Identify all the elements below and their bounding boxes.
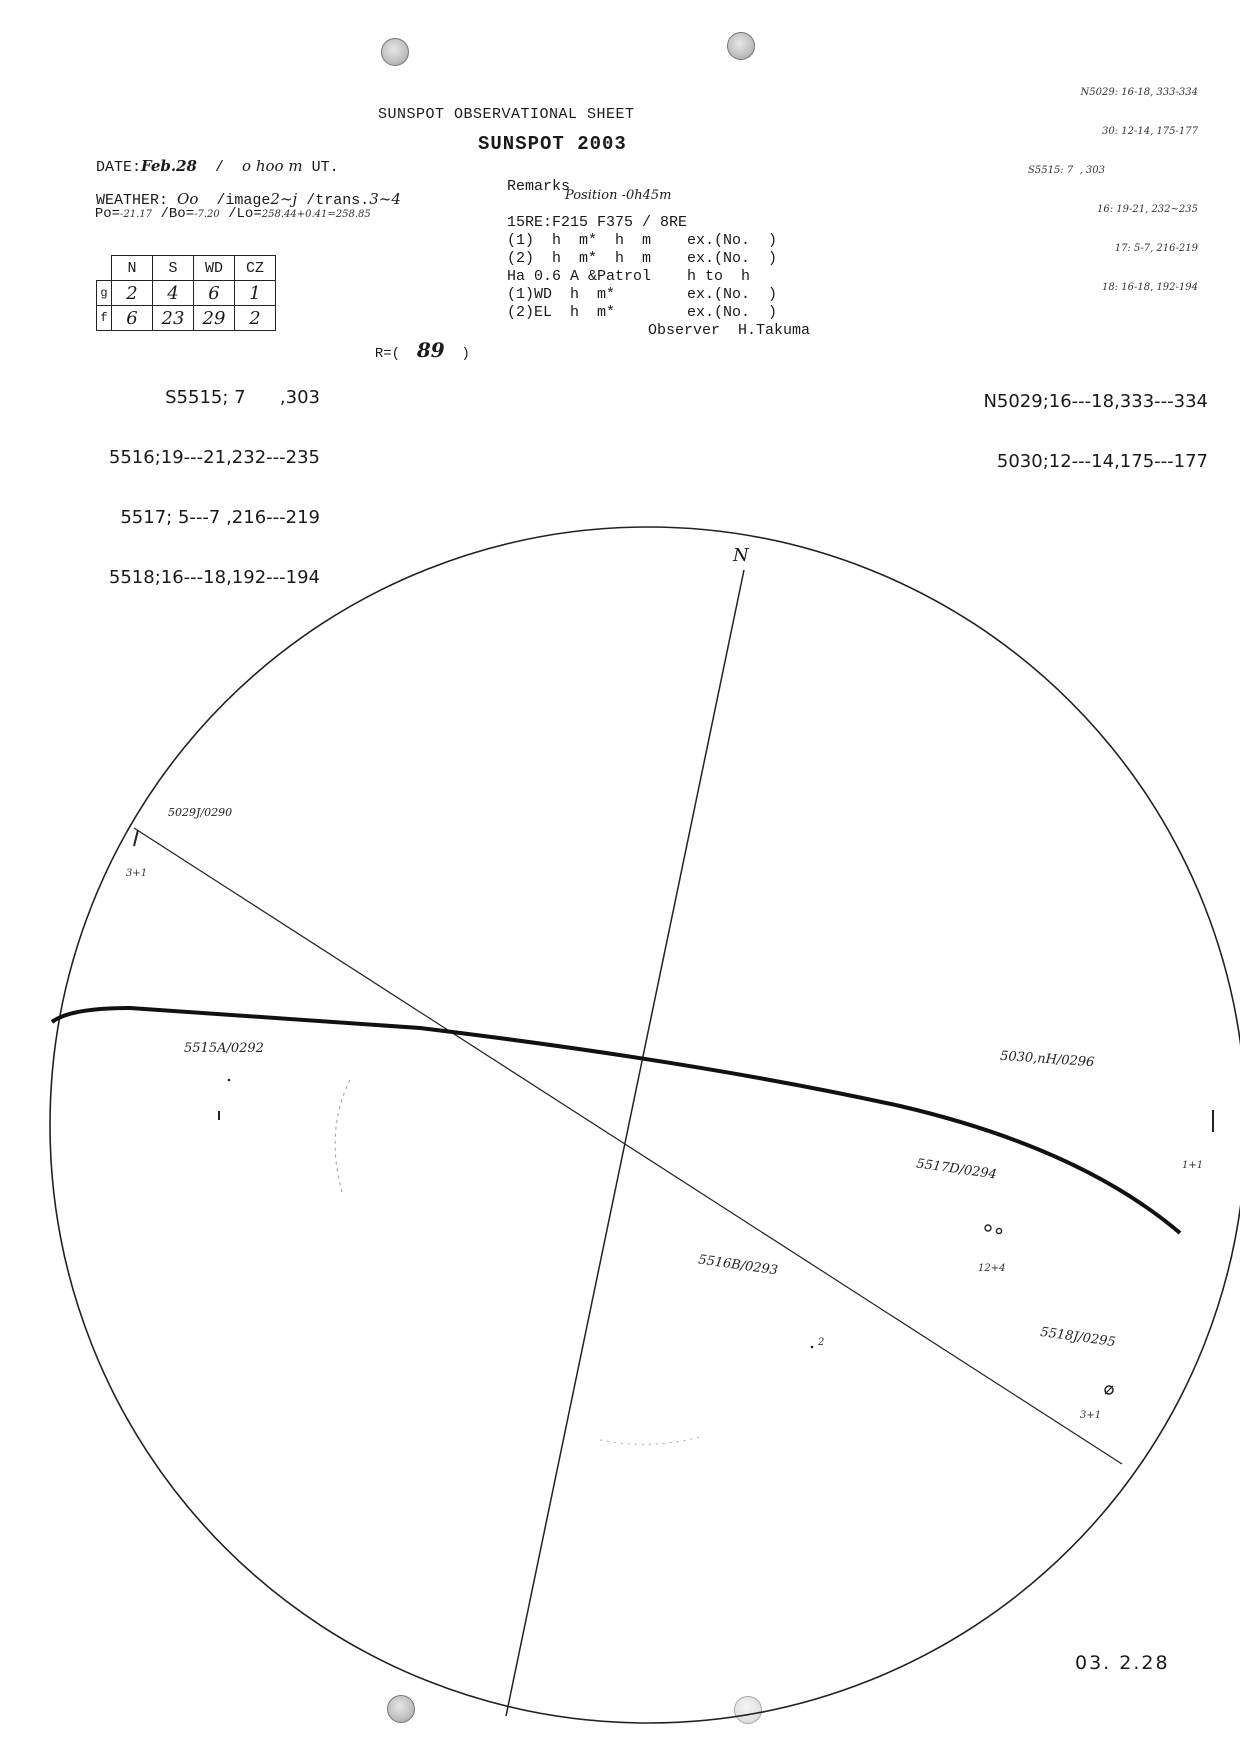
- remarks-line: (1) h m* h m ex.(No. ): [507, 232, 778, 249]
- note-line: 30: 12-14, 175-177: [1101, 126, 1198, 137]
- region-count-5517: 12+4: [978, 1263, 1006, 1274]
- table-cell: 2: [112, 281, 153, 306]
- remarks-line: (2)EL h m* ex.(No. ): [507, 304, 778, 321]
- table-cell: 2: [235, 306, 276, 331]
- table-header-n: N: [112, 256, 153, 281]
- region-count-5518: 3+1: [1080, 1410, 1102, 1421]
- po-label: Po=: [94, 206, 121, 222]
- bo-label: /Bo=: [160, 206, 195, 222]
- sheet-title: SUNSPOT OBSERVATIONAL SHEET: [378, 106, 635, 123]
- region-count-5516: 2: [818, 1337, 825, 1348]
- list-item: 5516;19---21,232---235: [108, 447, 320, 468]
- r-value: 89: [416, 338, 445, 362]
- weather-label: WEATHER:: [96, 192, 169, 209]
- region-label-5029: 5029J/0290: [168, 806, 233, 819]
- remarks-line: (2) h m* h m ex.(No. ): [507, 250, 778, 267]
- table-header-wd: WD: [194, 256, 235, 281]
- region-label-5515: 5515A/0292: [184, 1041, 264, 1056]
- remarks-line: Ha 0.6 A &Patrol h to h: [507, 268, 751, 285]
- weather-value: Oo: [177, 190, 199, 208]
- list-item: S5515; 7 ,303: [165, 387, 320, 408]
- trans-value: 3~4: [369, 190, 401, 208]
- table-cell: 6: [194, 281, 235, 306]
- list-item: 5517; 5---7 ,216---219: [120, 507, 320, 528]
- date-time: o hoo m: [242, 157, 303, 175]
- north-south-axis: [506, 570, 744, 1716]
- north-mark: N: [733, 545, 749, 566]
- date-unit: UT.: [311, 159, 339, 176]
- region-label-5517: 5517D/0294: [915, 1156, 998, 1183]
- region-label-5518: 5518J/0295: [1039, 1324, 1117, 1351]
- table-cell: 1: [235, 281, 276, 306]
- region-count-5030: 1+1: [1182, 1160, 1204, 1171]
- note-line: 16: 19-21, 232~235: [1096, 204, 1198, 215]
- date-stamp: 03. 2.28: [1075, 1652, 1170, 1674]
- note-line: 17: 5-7, 216-219: [1114, 243, 1198, 254]
- region-count-5029: 3+1: [126, 868, 148, 879]
- table-header-s: S: [153, 256, 194, 281]
- remarks-handwritten: Position -0h45m: [565, 188, 672, 203]
- row-label-g: g: [97, 281, 112, 306]
- table-cell: 6: [112, 306, 153, 331]
- note-line: N5029: 16-18, 333-334: [1080, 87, 1198, 98]
- bo-value: -7.20: [194, 209, 220, 220]
- table-cell: 23: [153, 306, 194, 331]
- date-separator: /: [215, 159, 225, 176]
- table-cell: 4: [153, 281, 194, 306]
- list-item: 5030;12---14,175---177: [996, 451, 1208, 472]
- remarks-label: Remarks: [507, 178, 571, 195]
- region-label-5030: 5030,nH/0296: [999, 1048, 1095, 1071]
- note-line: S5515: 7 , 303: [1028, 165, 1106, 176]
- date-label: DATE:: [96, 159, 142, 176]
- note-line: 18: 16-18, 192-194: [1101, 282, 1198, 293]
- sheet-subtitle: SUNSPOT 2003: [478, 133, 627, 155]
- po-value: -21.17: [120, 209, 153, 220]
- r-close: ): [461, 346, 470, 362]
- lo-value: 258.44+0.41=258.85: [261, 209, 371, 220]
- remarks-line: (1)WD h m* ex.(No. ): [507, 286, 778, 303]
- table-header-cz: CZ: [235, 256, 276, 281]
- sunspot-5029: [134, 830, 138, 846]
- celestial-reference-line: [134, 828, 1122, 1464]
- solar-disk-outline: [50, 527, 1240, 1723]
- table-cell: 29: [194, 306, 235, 331]
- image-label: /image: [216, 192, 271, 209]
- region-label-5516: 5516B/0293: [697, 1252, 779, 1279]
- lo-label: /Lo=: [228, 206, 262, 222]
- date-value: Feb.28: [141, 157, 197, 175]
- faint-arc-bottom: [600, 1437, 700, 1444]
- trans-label: /trans.: [306, 192, 370, 209]
- image-value: 2~j: [270, 190, 298, 208]
- sunspot-5516-dot: [811, 1346, 814, 1349]
- sunspot-5517-a: [985, 1225, 991, 1231]
- remarks-line: 15RE:F215 F375 / 8RE: [507, 214, 688, 231]
- faint-arc-left: [335, 1080, 350, 1192]
- list-item: N5029;16---18,333---334: [983, 391, 1208, 412]
- sunspot-5517-b: [996, 1228, 1001, 1233]
- sunspot-5515-dot: [228, 1079, 231, 1082]
- list-item: 5518;16---18,192---194: [108, 567, 320, 588]
- row-label-f: f: [97, 306, 112, 331]
- observer-name: Observer H.Takuma: [648, 322, 811, 339]
- r-label: R=(: [374, 346, 401, 362]
